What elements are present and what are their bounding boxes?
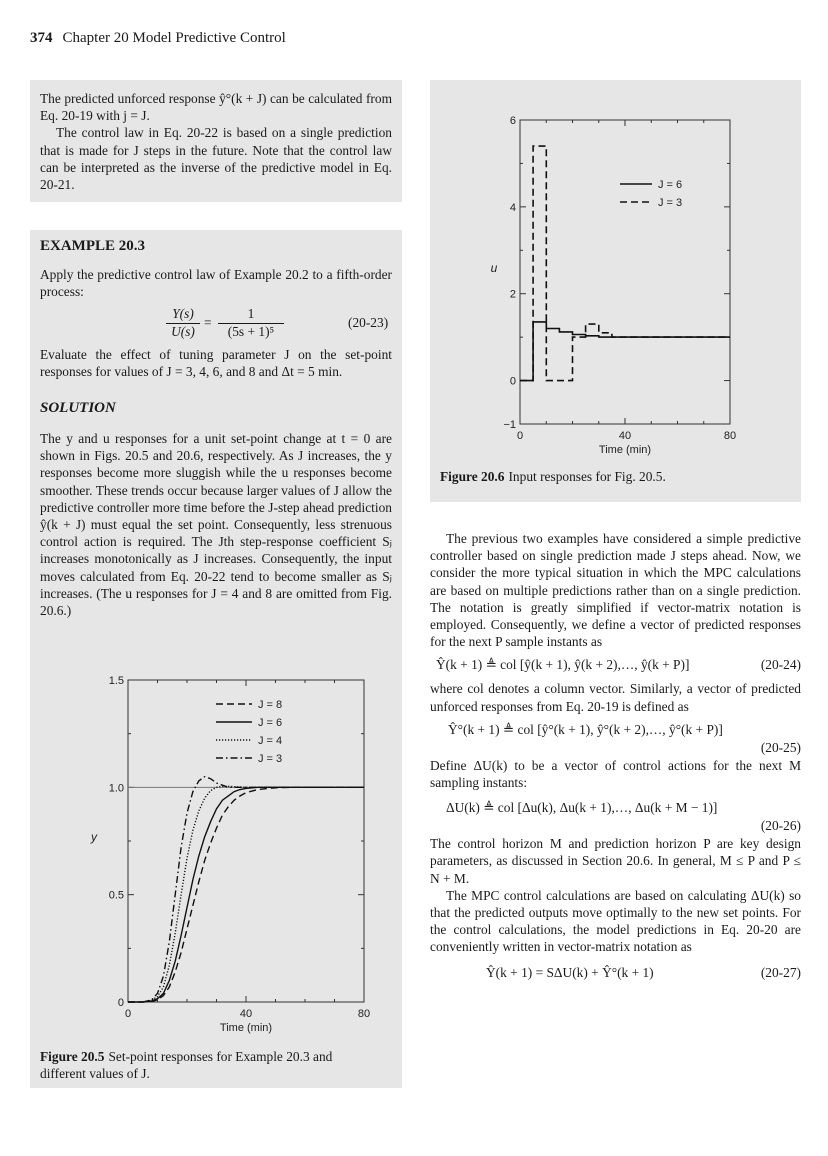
eq-number-20-25: (20-25) bbox=[760, 739, 801, 755]
x-tick-label: 0 bbox=[516, 430, 524, 442]
y-tick-label: 0 bbox=[509, 375, 516, 388]
x-tick-label: 40 bbox=[239, 1008, 253, 1020]
plot-frame bbox=[520, 120, 730, 424]
y-axis-label: u bbox=[490, 261, 498, 275]
legend-label: J = 6 bbox=[658, 179, 683, 191]
y-tick-label: 0.5 bbox=[108, 889, 124, 902]
eq-rhs-den: (5s + 1)⁵ bbox=[227, 324, 275, 339]
legend-label: J = 8 bbox=[258, 699, 283, 711]
series-line-j6 bbox=[128, 787, 364, 1002]
eq-rhs-num: 1 bbox=[247, 306, 255, 321]
plot-frame bbox=[128, 680, 364, 1002]
equation-20-27: Ŷ(k + 1) = SΔU(k) + Ŷ°(k + 1) bbox=[486, 964, 654, 980]
right-paragraph-5: The MPC control calculations are based on calculating ΔU(k) so that the predicted outputs move optimally to the new set points. For the control calculations, the model predictions in Eq. 20-20 are conveniently written in vector-matrix notation as bbox=[430, 887, 801, 955]
legend-label: J = 6 bbox=[258, 717, 283, 729]
solution-title: SOLUTION bbox=[40, 400, 116, 416]
eq-number-20-27: (20-27) bbox=[760, 964, 801, 980]
right-paragraph-2: where col denotes a column vector. Similarly, a vector of predicted unforced responses from Eq. 20-19 is defined as bbox=[430, 681, 801, 714]
figure-20-5-caption-text: Set-point responses for Example 20.3 and different values of J. bbox=[40, 1049, 333, 1081]
equation-20-24: Ŷ(k + 1) ≜ col [ŷ(k + 1), ŷ(k + 2),…, ŷ(k + P)] bbox=[436, 657, 690, 673]
x-tick-label: 80 bbox=[723, 430, 737, 442]
page-number: 374 bbox=[30, 30, 53, 46]
right-paragraph-3: Define ΔU(k) to be a vector of control actions for the next M sampling instants: bbox=[430, 757, 801, 791]
figure-20-6-chart bbox=[470, 104, 790, 466]
legend-label: J = 3 bbox=[658, 197, 683, 209]
right-column bbox=[430, 530, 801, 986]
y-tick-label: 2 bbox=[509, 288, 516, 301]
legend-label: J = 3 bbox=[258, 753, 283, 765]
equation-20-23 bbox=[166, 306, 306, 346]
eq-number-20-24: (20-24) bbox=[760, 657, 801, 673]
legend-label: J = 4 bbox=[258, 735, 283, 747]
right-paragraph-4: The control horizon M and prediction horizon P are key design parameters, as discussed in Section 20.6. In general, M ≤ P and P ≤ N + M. bbox=[430, 836, 801, 886]
y-tick-label: −1 bbox=[503, 419, 516, 431]
y-tick-label: 6 bbox=[509, 115, 516, 127]
chapter-title: Chapter 20 Model Predictive Control bbox=[62, 30, 286, 46]
eq-number-20-26: (20-26) bbox=[760, 818, 801, 834]
y-axis-label: y bbox=[91, 830, 97, 844]
figure-20-6-box bbox=[430, 80, 801, 502]
y-tick-label: 1.0 bbox=[108, 782, 124, 795]
example-title: EXAMPLE 20.3 bbox=[40, 238, 145, 254]
y-tick-label: 0 bbox=[117, 997, 124, 1009]
eq-lhs-num: Y(s) bbox=[172, 306, 194, 321]
y-tick-label: 1.5 bbox=[108, 675, 124, 687]
example-intro: Apply the predictive control law of Example 20.2 to a fifth-order process: bbox=[40, 267, 392, 300]
eq-number-20-23: (20-23) bbox=[348, 315, 389, 330]
figure-20-6-caption bbox=[440, 468, 790, 485]
equation-20-25: Ŷ°(k + 1) ≜ col [ŷ°(k + 1), ŷ°(k + 2),…, ŷ°(k + P)] bbox=[448, 721, 723, 737]
y-tick-label: 4 bbox=[509, 201, 516, 214]
figure-20-6-caption-text: Input responses for Fig. 20.5. bbox=[508, 469, 666, 484]
intro-paragraph-2: The control law in Eq. 20-22 is based on a single prediction that is made for J steps in the future. Note that the control law can be interpreted as the inverse of the predictive model in Eq. 20-21. bbox=[40, 125, 392, 193]
series-line-j3 bbox=[520, 146, 730, 381]
solution-text: The y and u responses for a unit set-point change at t = 0 are shown in Figs. 20.5 and 20.6, respectively. As J increases, the y responses become more sluggish while the u responses become smoother. These trends occur because larger values of J allow the predictive controller more time before the J-step ahead prediction ŷ(k + J) must equal the set point. Consequently, less strenuous control action is required. The Jth step-response coefficient Sⱼ increases monotonically as J increases. Consequently, the input moves calculated from Eq. 20-22 tend to become smaller as Sⱼ increases. (The u responses for J = 4 and 8 are omitted from Fig. 20.6.) bbox=[40, 431, 392, 619]
figure-20-5-caption bbox=[40, 1048, 380, 1082]
figure-20-5-chart bbox=[86, 668, 386, 1040]
example-evaluate: Evaluate the effect of tuning parameter J on the set-point responses for values of J = 3, 4, 6, and 8 and Δt = 5 min. bbox=[40, 347, 392, 380]
page-header bbox=[30, 30, 286, 47]
series-line-j3 bbox=[128, 777, 364, 1002]
example-box bbox=[30, 230, 402, 1088]
intro-paragraph-1: The predicted unforced response ŷ°(k + J) can be calculated from Eq. 20-19 with j = J. bbox=[40, 91, 392, 124]
series-line-j4 bbox=[128, 786, 364, 1002]
series-line-j8 bbox=[128, 787, 364, 1002]
eq-equals: = bbox=[204, 315, 212, 330]
figure-20-5-label: Figure 20.5 bbox=[40, 1049, 105, 1064]
x-tick-label: 80 bbox=[357, 1008, 371, 1020]
equation-20-26: ΔU(k) ≜ col [Δu(k), Δu(k + 1),…, Δu(k + M − 1)] bbox=[446, 800, 718, 816]
series-line-j6 bbox=[520, 322, 730, 381]
right-paragraph-1: The previous two examples have considered a simple predictive controller based on single prediction made J steps ahead. Now, we consider the more typical situation in which the MPC calculations are based on multiple predictions rather than on a single prediction. The notation is greatly simplified if vector-matrix notation is employed. Consequently, we define a vector of predicted responses for the next P sample instants as bbox=[430, 531, 801, 650]
x-tick-label: 0 bbox=[124, 1008, 132, 1020]
x-axis-label: Time (min) bbox=[598, 444, 652, 456]
left-box-intro bbox=[30, 80, 402, 202]
figure-20-6-label: Figure 20.6 bbox=[440, 469, 505, 484]
x-axis-label: Time (min) bbox=[219, 1022, 273, 1034]
eq-lhs-den: U(s) bbox=[171, 324, 195, 339]
x-tick-label: 40 bbox=[618, 430, 632, 442]
